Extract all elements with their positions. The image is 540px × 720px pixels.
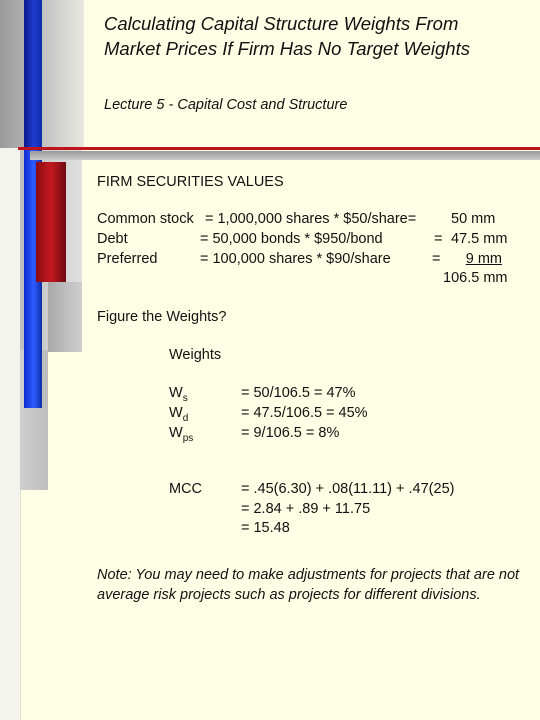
security-calc-preferred: = 100,000 shares * $90/share [200,251,391,267]
decor-red-bar [36,162,66,282]
slide-title-line-2: Market Prices If Firm Has No Target Weights [104,38,470,59]
decor-blue-top-bar [24,0,42,150]
security-value-preferred [432,249,502,269]
security-value-debt: 47.5 mm [451,231,508,247]
slide-subtitle: Lecture 5 - Capital Cost and Structure [104,97,348,113]
mcc-label: MCC [169,481,203,497]
mcc-line-3: = 15.48 [241,520,290,536]
securities-total: 106.5 mm [443,270,508,286]
decor-gray-rule [30,151,540,160]
slide-title [104,11,524,61]
weights-heading: Weights [169,347,222,363]
security-eq-debt: = [434,231,443,247]
section-heading: FIRM SECURITIES VALUES [97,174,284,190]
security-name-debt: Debt [97,231,128,247]
weight-expr-preferred: = 9/106.5 = 8% [241,425,340,441]
weight-expr-debt: = 47.5/106.5 = 45% [241,405,368,421]
security-value-common: 50 mm [451,211,496,227]
slide-title-line-1: Calculating Capital Structure Weights From [104,13,459,34]
mcc-line-2: = 2.84 + .89 + 11.75 [241,501,371,517]
decor-red-rule [18,147,540,150]
weight-symbol-preferred: $W_{ps}$ [169,425,194,444]
security-name-preferred: Preferred [97,251,158,267]
weight-symbol-equity: $W_s$ [169,385,188,404]
weight-symbol-debt: $W_d$ [169,405,189,424]
security-eq-preferred: = [432,251,441,267]
security-value-preferred-text: 9 mm [465,251,502,267]
security-calc-common: = 1,000,000 shares * $50/share= [205,211,417,227]
security-name-common: Common stock [97,211,194,227]
decor-gray-mid-block [48,282,82,352]
weight-expr-equity: = 50/106.5 = 47% [241,385,356,401]
decor-gray-top-block [0,0,84,148]
weights-question: Figure the Weights? [97,309,227,325]
security-calc-debt: = 50,000 bonds * $950/bond [200,231,383,247]
mcc-line-1: = .45(6.30) + .08(11.11) + .47(25) [241,481,455,497]
footnote: Note: You may need to make adjustments for projects that are not average risk projects such as projects for different divisions. [97,567,520,603]
